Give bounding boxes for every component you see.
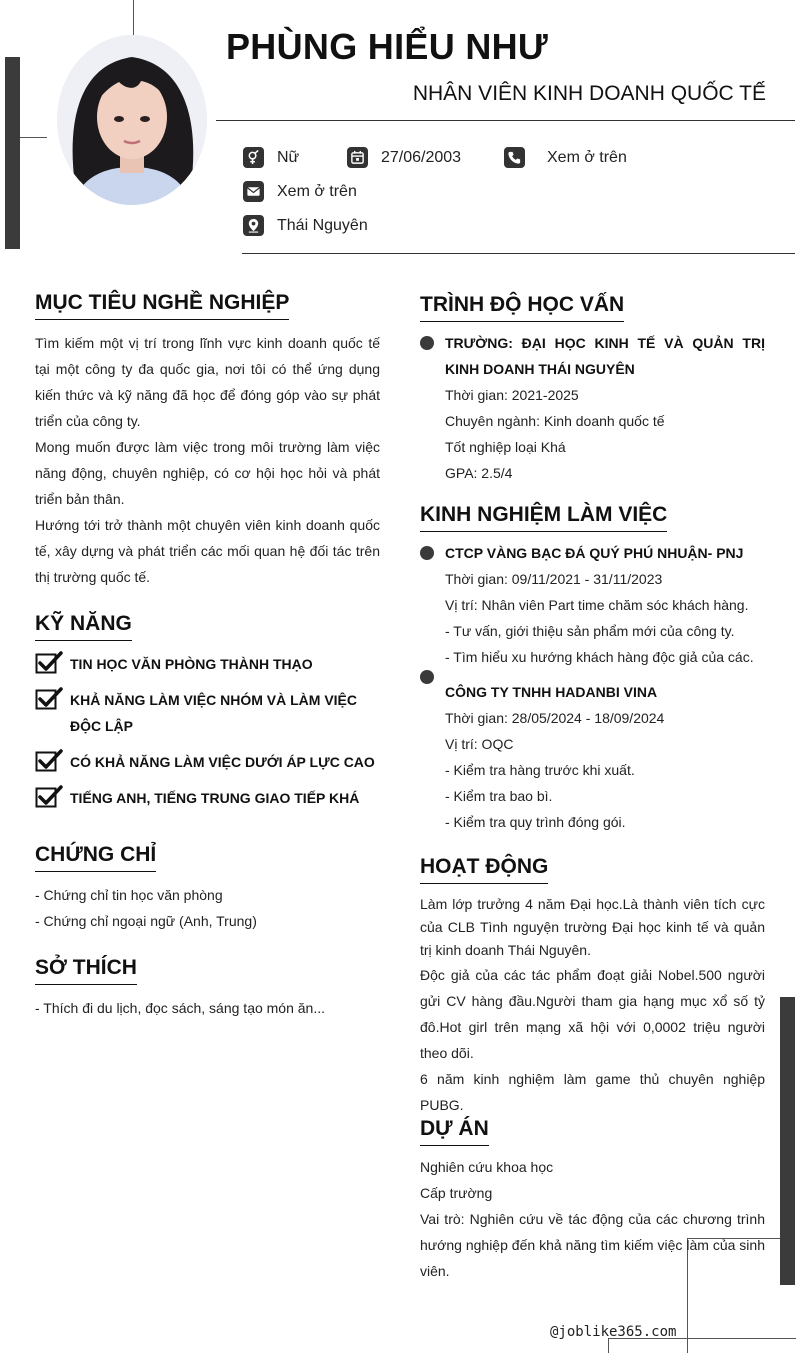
hobby-item: - Thích đi du lịch, đọc sách, sáng tạo món ăn... bbox=[35, 1000, 326, 1016]
job-company: CTCP VÀNG BẠC ĐÁ QUÝ PHÚ NHUẬN- PNJ bbox=[445, 545, 744, 561]
info-address bbox=[243, 215, 368, 236]
experience-title: KINH NGHIỆM LÀM VIỆC bbox=[420, 503, 667, 532]
education-line: Chuyên ngành: Kinh doanh quốc tế bbox=[445, 413, 665, 429]
birthday-value: 27/06/2003 bbox=[381, 148, 462, 166]
education-line: GPA: 2.5/4 bbox=[445, 465, 513, 481]
info-gender bbox=[243, 147, 299, 168]
decor-bar-left bbox=[5, 57, 20, 249]
objective-paragraph: Hướng tới trở thành một chuyên viên kinh doanh quốc tế, xây dựng và phát triển các mối quan hệ đối tác trên thị trường quốc tế. bbox=[35, 517, 380, 585]
hobbies-list bbox=[35, 995, 325, 1021]
project-role: Vai trò: Nghiên cứu về tác động của các chương trình hướng nghiệp đến khả năng tìm kiếm việc làm của sinh viên. bbox=[420, 1211, 765, 1279]
project-line: Nghiên cứu khoa học bbox=[420, 1159, 554, 1175]
skills-section bbox=[35, 612, 132, 641]
activity-paragraph: Độc giả của các tác phẩm đoạt giải Nobel.500 người gửi CV hàng đầu.Người tham gia hạng mục xổ số tỷ đô.Hot girl trên mạng xã hội với 0,0002 triệu người theo dõi. bbox=[420, 967, 765, 1061]
experience-job bbox=[445, 540, 765, 670]
job-line: - Kiểm tra hàng trước khi xuất. bbox=[445, 762, 635, 778]
hobbies-section bbox=[35, 956, 137, 985]
objective-paragraph: Mong muốn được làm việc trong môi trường làm việc năng động, chuyên nghiệp, có cơ hội học hỏi và phát triển bản thân. bbox=[35, 439, 380, 507]
checkbox-checked-icon bbox=[35, 687, 63, 711]
checkbox-checked-icon bbox=[35, 785, 63, 809]
job-line: - Kiểm tra quy trình đóng gói. bbox=[445, 814, 626, 830]
email-value: Xem ở trên bbox=[277, 182, 357, 200]
education-line: Tốt nghiệp loại Khá bbox=[445, 439, 566, 455]
avatar bbox=[57, 35, 207, 205]
skill-item bbox=[35, 785, 380, 811]
info-phone bbox=[504, 147, 627, 168]
gender-icon bbox=[243, 147, 264, 168]
activity-paragraph: 6 năm kinh nghiệm làm game thủ chuyên nghiệp PUBG. bbox=[420, 1071, 765, 1113]
timeline-dot bbox=[420, 546, 434, 560]
certificate-item: - Chứng chỉ ngoại ngữ (Anh, Trung) bbox=[35, 913, 257, 929]
email-icon bbox=[243, 181, 264, 202]
hobbies-title: SỞ THÍCH bbox=[35, 956, 137, 985]
decor-line bbox=[20, 137, 47, 138]
candidate-name: PHÙNG HIỂU NHƯ bbox=[226, 26, 549, 67]
certificates-section bbox=[35, 843, 156, 872]
objective-title: MỤC TIÊU NGHỀ NGHIỆP bbox=[35, 291, 289, 320]
projects-section bbox=[420, 1117, 489, 1146]
certificates-title: CHỨNG CHỈ bbox=[35, 843, 156, 872]
education-line: Thời gian: 2021-2025 bbox=[445, 387, 579, 403]
education-title: TRÌNH ĐỘ HỌC VẤN bbox=[420, 293, 624, 322]
skill-label: CÓ KHẢ NĂNG LÀM VIỆC DƯỚI ÁP LỰC CAO bbox=[70, 754, 375, 770]
experience-job bbox=[445, 679, 765, 835]
decor-bar-right bbox=[780, 997, 795, 1285]
skill-label: KHẢ NĂNG LÀM VIỆC NHÓM VÀ LÀM VIỆC ĐỘC LẬP bbox=[70, 692, 357, 734]
address-value: Thái Nguyên bbox=[277, 216, 368, 234]
education-school: TRƯỜNG: ĐẠI HỌC KINH TẾ VÀ QUẢN TRỊ KINH DOANH THÁI NGUYÊN bbox=[445, 335, 765, 377]
info-email bbox=[243, 181, 357, 202]
timeline-dot bbox=[420, 336, 434, 350]
decor-line bbox=[133, 0, 134, 38]
job-title: NHÂN VIÊN KINH DOANH QUỐC TẾ bbox=[412, 82, 766, 105]
job-line: - Tư vấn, giới thiệu sản phẩm mới của công ty. bbox=[445, 623, 735, 639]
job-line: Vị trí: Nhân viên Part time chăm sóc khách hàng. bbox=[445, 597, 749, 613]
objective-section bbox=[35, 291, 289, 320]
skill-item bbox=[35, 687, 380, 739]
certificates-list bbox=[35, 882, 257, 934]
objective-body bbox=[35, 330, 380, 590]
location-pin-icon bbox=[243, 215, 264, 236]
education-body bbox=[445, 330, 765, 486]
job-line: Thời gian: 28/05/2024 - 18/09/2024 bbox=[445, 710, 665, 726]
activities-body bbox=[420, 893, 765, 1118]
timeline-dot bbox=[420, 670, 434, 684]
skill-label: TIẾNG ANH, TIẾNG TRUNG GIAO TIẾP KHÁ bbox=[70, 790, 360, 806]
phone-icon bbox=[504, 147, 525, 168]
projects-title: DỰ ÁN bbox=[420, 1117, 489, 1146]
job-line: Vị trí: OQC bbox=[445, 736, 514, 752]
certificate-item: - Chứng chỉ tin học văn phòng bbox=[35, 887, 223, 903]
job-line: - Tìm hiểu xu hướng khách hàng độc giả của các. bbox=[445, 649, 754, 665]
skill-label: TIN HỌC VĂN PHÒNG THÀNH THẠO bbox=[70, 656, 313, 672]
job-company: CÔNG TY TNHH HADANBI VINA bbox=[445, 684, 658, 700]
decor-line bbox=[608, 1338, 609, 1353]
activities-section bbox=[420, 855, 548, 884]
divider bbox=[216, 120, 795, 121]
checkbox-checked-icon bbox=[35, 651, 63, 675]
phone-value: Xem ở trên bbox=[547, 148, 627, 166]
job-line: Thời gian: 09/11/2021 - 31/11/2023 bbox=[445, 571, 663, 587]
education-section bbox=[420, 293, 624, 322]
skills-list bbox=[35, 651, 380, 811]
activity-paragraph: Làm lớp trưởng 4 năm Đại học.Là thành viên tích cực của CLB Tình nguyện trường Đại học kinh tế và quản trị kinh doanh Thái Nguyên. bbox=[420, 896, 765, 958]
activities-title: HOẠT ĐỘNG bbox=[420, 855, 548, 884]
calendar-icon bbox=[347, 147, 368, 168]
experience-section bbox=[420, 503, 667, 532]
watermark: @joblike365.com bbox=[550, 1324, 677, 1340]
projects-body bbox=[420, 1154, 765, 1284]
skills-title: KỸ NĂNG bbox=[35, 612, 132, 641]
skill-item bbox=[35, 749, 380, 775]
objective-paragraph: Tìm kiếm một vị trí trong lĩnh vực kinh doanh quốc tế tại một công ty đa quốc gia, nơi tôi có thể ứng dụng kiến thức và kỹ năng đã học để đóng góp vào sự phát triển của công ty. bbox=[35, 335, 380, 429]
avatar-portrait-illustration bbox=[57, 35, 207, 205]
gender-value: Nữ bbox=[277, 148, 300, 166]
divider bbox=[242, 253, 795, 254]
skill-item bbox=[35, 651, 380, 677]
checkbox-checked-icon bbox=[35, 749, 63, 773]
info-birthday bbox=[347, 147, 461, 168]
job-line: - Kiểm tra bao bì. bbox=[445, 788, 553, 804]
project-line: Cấp trường bbox=[420, 1185, 493, 1201]
